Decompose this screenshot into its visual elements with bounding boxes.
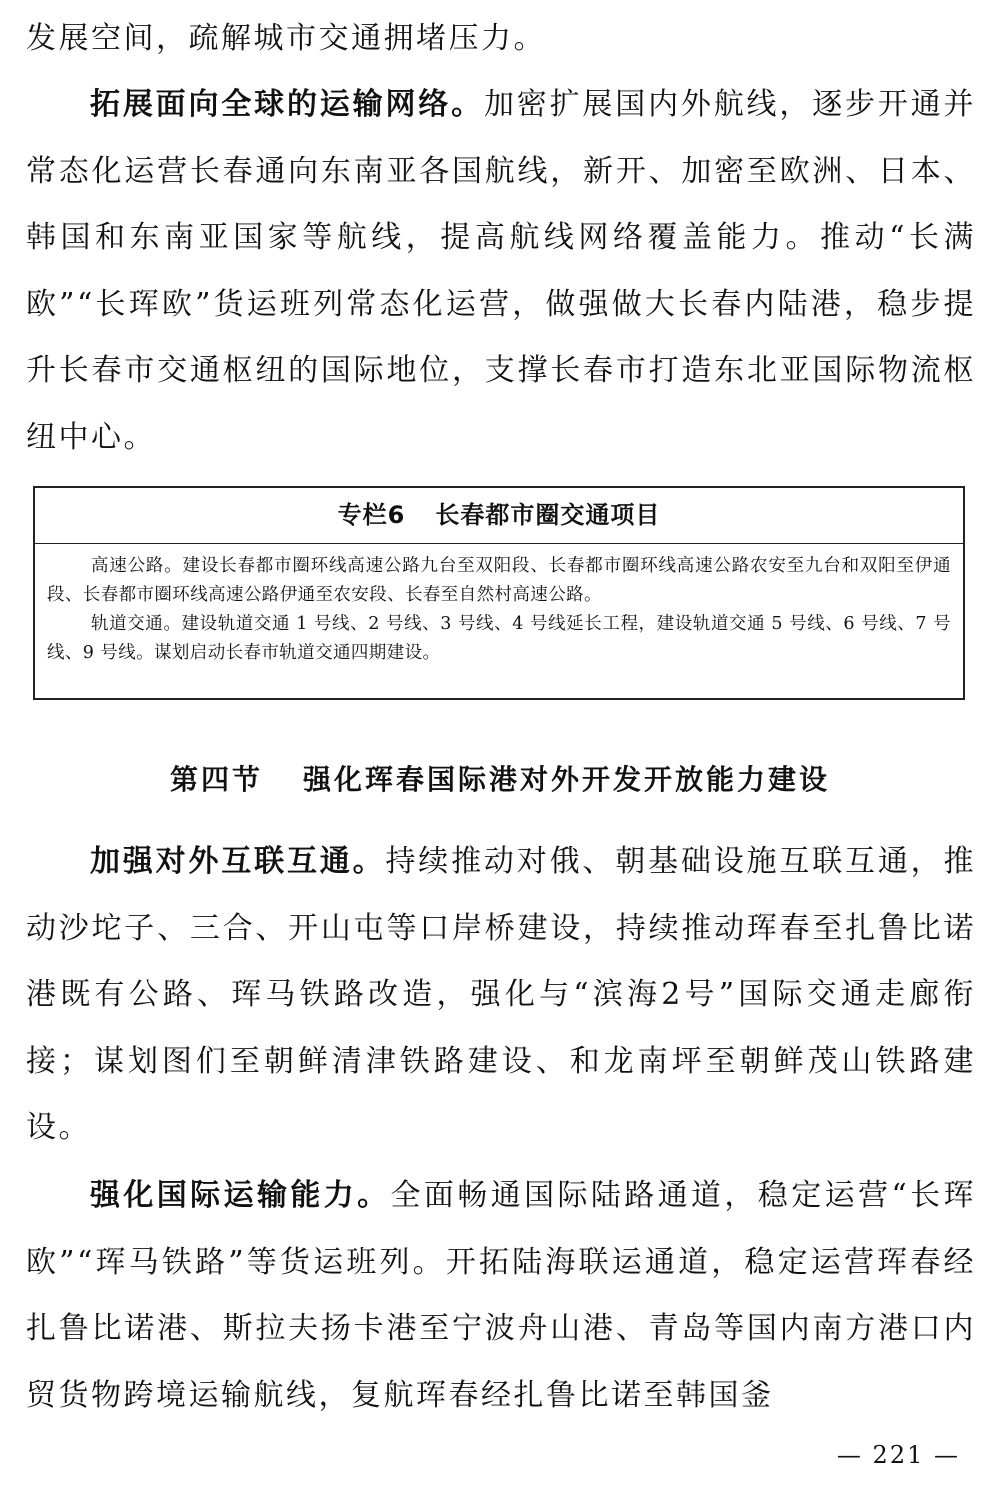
sidebar-box xyxy=(33,486,965,700)
section-title: 强化珲春国际港对外开发开放能力建设 xyxy=(303,763,831,796)
section-heading xyxy=(0,752,1000,808)
paragraph-4-lead: 强化国际运输能力。 xyxy=(90,1178,391,1213)
sidebar-box-item-rail: 轨道交通。建设轨道交通 1 号线、2 号线、3 号线、4 号线延长工程，建设轨道交通 5 号线、6 号线、7 号线、9 号线。谋划启动长春市轨道交通四期建设。 xyxy=(47,614,951,663)
paragraph-3-text: 持续推动对俄、朝基础设施互联互通，推动沙坨子、三合、开山屯等口岸桥建设，持续推动珲春至扎鲁比诺港既有公路、珲马铁路改造，强化与“滨海2号”国际交通走廊衔接；谋划图们至朝鲜清津铁路建设、和龙南坪至朝鲜茂山铁路建设。 xyxy=(26,844,977,1145)
paragraph-4 xyxy=(26,1163,976,1429)
section-number: 第四节 xyxy=(169,763,263,796)
paragraph-3-lead: 加强对外互联互通。 xyxy=(90,844,386,879)
sidebar-box-title xyxy=(35,488,963,544)
paragraph-2-lead: 拓展面向全球的运输网络。 xyxy=(90,87,484,122)
paragraph-1 xyxy=(26,6,976,73)
paragraph-4-text: 全面畅通国际陆路通道，稳定运营“长珲欧”“珲马铁路”等货运班列。开拓陆海联运通道，稳定运营珲春经扎鲁比诺港、斯拉夫扬卡港至宁波舟山港、青岛等国内南方港口内贸货物跨境运输航线，复航珲春经扎鲁比诺至韩国釜 xyxy=(26,1178,976,1413)
paragraph-3 xyxy=(26,829,976,1162)
sidebar-box-body xyxy=(35,544,963,668)
paragraph-2-text: 加密扩展国内外航线，逐步开通并常态化运营长春通向东南亚各国航线，新开、加密至欧洲、日本、韩国和东南亚国家等航线，提高航线网络覆盖能力。推动“长满欧”“长珲欧”货运班列常态化运营，做强做大长春内陆港，稳步提升长春市交通枢纽的国际地位，支撑长春市打造东北亚国际物流枢纽中心。 xyxy=(26,87,977,455)
paragraph-2 xyxy=(26,72,976,471)
page-number: — 221 — xyxy=(836,1441,960,1469)
sidebar-box-item-highway: 高速公路。建设长春都市圈环线高速公路九台至双阳段、长春都市圈环线高速公路农安至九台和双阳至伊通段、长春都市圈环线高速公路伊通至农安段、长春至自然村高速公路。 xyxy=(47,556,951,605)
sidebar-box-label: 专栏6 xyxy=(337,501,406,529)
sidebar-box-heading: 长春都市圈交通项目 xyxy=(435,501,661,529)
paragraph-1-text: 发展空间，疏解城市交通拥堵压力。 xyxy=(26,21,546,56)
